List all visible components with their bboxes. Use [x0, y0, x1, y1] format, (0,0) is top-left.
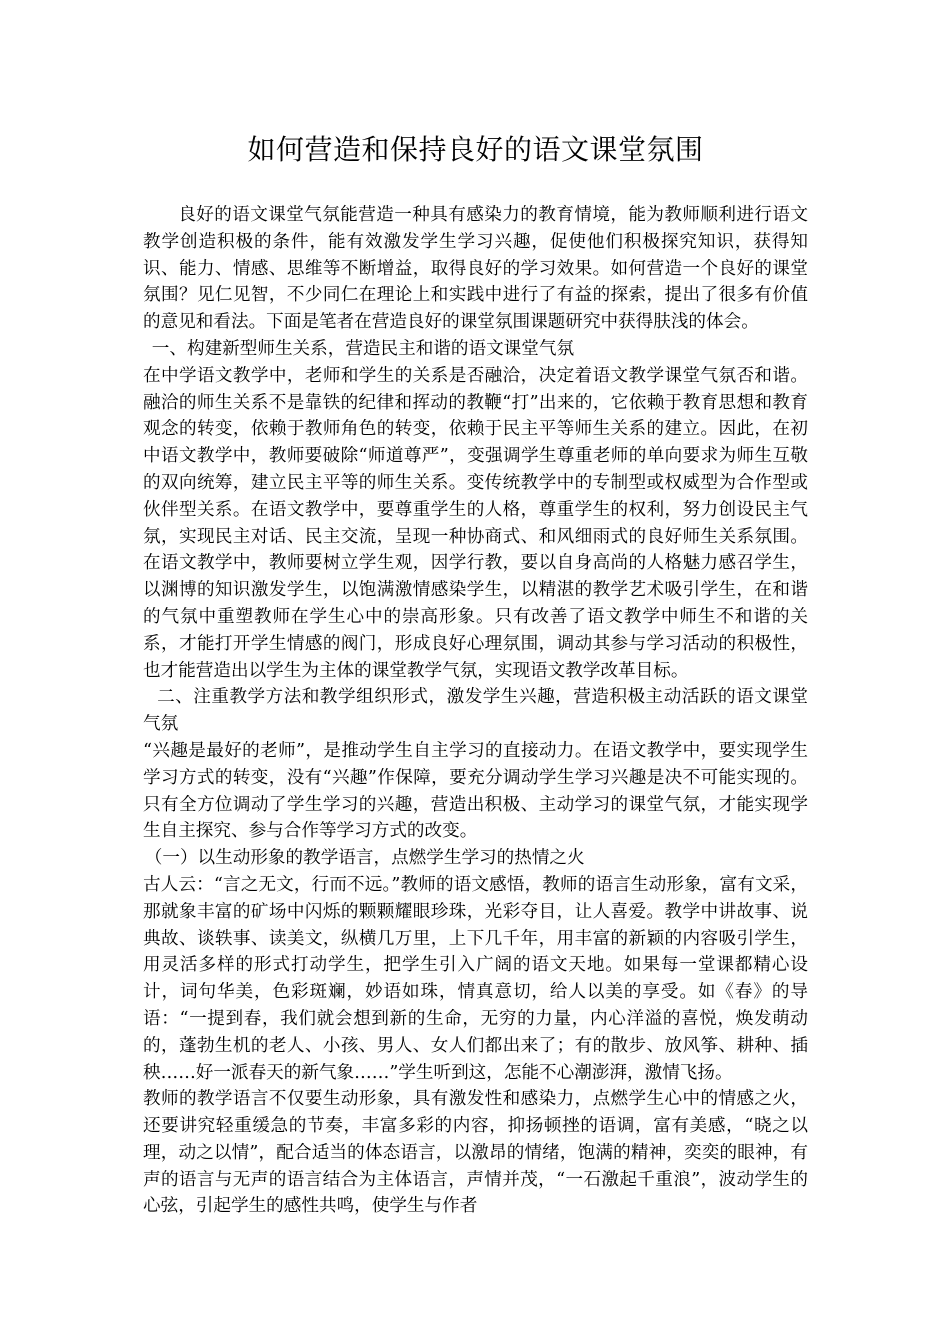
section1-body: 在中学语文教学中，老师和学生的关系是否融洽，决定着语文教学课堂气氛否和谐。融洽的师生关系不是靠铁的纪律和挥动的教鞭“打”出来的，它依赖于教育思想和教育观念的转变，依赖于教师角色的转变，依赖于民主平等师生关系的建立。因此，在初中语文教学中，教师要破除“师道尊严”，变强调学生尊重老师的单向要求为师生互敬的双向统筹，建立民主平等的师生关系。变传统教学中的专制型或权威型为合作型或伙伴型关系。在语文教学中，要尊重学生的人格，尊重学生的权利，努力创设民主气氛，实现民主对话、民主交流，呈现一种协商式、和风细雨式的良好师生关系氛围。在语文教学中，教师要树立学生观，因学行教，要以自身高尚的人格魅力感召学生，以渊博的知识激发学生，以饱满激情感染学生，以精湛的教学艺术吸引学生，在和谐的气氛中重塑教师在学生心中的崇高形象。只有改善了语文教学中师生不和谐的关系，才能打开学生情感的阀门，形成良好心理氛围，调动其参与学习活动的积极性，也才能营造出以学生为主体的课堂教学气氛，实现语文教学改革目标。 [143, 365, 808, 681]
intro-paragraph: 良好的语文课堂气氛能营造一种具有感染力的教育情境，能为教师顺利进行语文教学创造积极的条件，能有效激发学生学习兴趣，促使他们积极探究知识，获得知识、能力、情感、思维等不断增益，取得良好的学习效果。如何营造一个良好的课堂氛围？见仁见智，不少同仁在理论上和实践中进行了有益的探索，提出了很多有价值的意见和看法。下面是笔者在营造良好的课堂氛围课题研究中获得肤浅的体会。 [143, 205, 808, 333]
document-page [143, 130, 808, 1220]
section2-body: “兴趣是最好的老师”，是推动学生自主学习的直接动力。在语文教学中，要实现学生学习方式的转变，没有“兴趣”作保障，要充分调动学生学习兴趣是决不可能实现的。只有全方位调动了学生学习的兴趣，营造出积极、主动学习的课堂气氛，才能实现学生自主探究、参与合作等学习方式的改变。 [143, 740, 808, 842]
document-title: 如何营造和保持良好的语文课堂氛围 [247, 133, 704, 166]
subsection1-body-2: 教师的教学语言不仅要生动形象，具有激发性和感染力，点燃学生心中的情感之火，还要讲究轻重缓急的节奏，丰富多彩的内容，抑扬顿挫的语调，富有美感，“晓之以理，动之以情”，配合适当的体态语言，以激昂的情绪，饱满的精神，奕奕的眼神，有声的语言与无声的语言结合为主体语言，声情并茂，“一石激起千重浪”，波动学生的心弦，引起学生的感性共鸣，使学生与作者 [143, 1089, 808, 1217]
subsection1-heading: （一）以生动形象的教学语言，点燃学生学习的热情之火 [144, 848, 585, 869]
subsection1-body-1: 古人云：“言之无文，行而不远。”教师的语文感悟，教师的语言生动形象，富有文采，那就象丰富的矿场中闪烁的颗颗耀眼珍珠，光彩夺目，让人喜爱。教学中讲故事、说典故、谈轶事、读美文，纵横几万里，上下几千年，用丰富的新颖的内容吸引学生，用灵活多样的形式打动学生，把学生引入广阔的语文天地。如果每一堂课都精心设计，词句华美，色彩斑斓，妙语如珠，情真意切，给人以美的享受。如《春》的导语：“一提到春，我们就会想到新的生命，无穷的力量，内心洋溢的喜悦，焕发萌动的，蓬勃生机的老人、小孩、男人、女人们都出来了；有的散步、放风筝、耕种、插秧……好一派春天的新气象……”学生听到这，怎能不心潮澎湃，激情飞扬。 [143, 874, 808, 1083]
section1-heading: 一、构建新型师生关系，营造民主和谐的语文课堂气氛 [151, 338, 575, 359]
section2-heading: 二、注重教学方法和教学组织形式，激发学生兴趣，营造积极主动活跃的语文课堂气氛 [143, 687, 808, 735]
